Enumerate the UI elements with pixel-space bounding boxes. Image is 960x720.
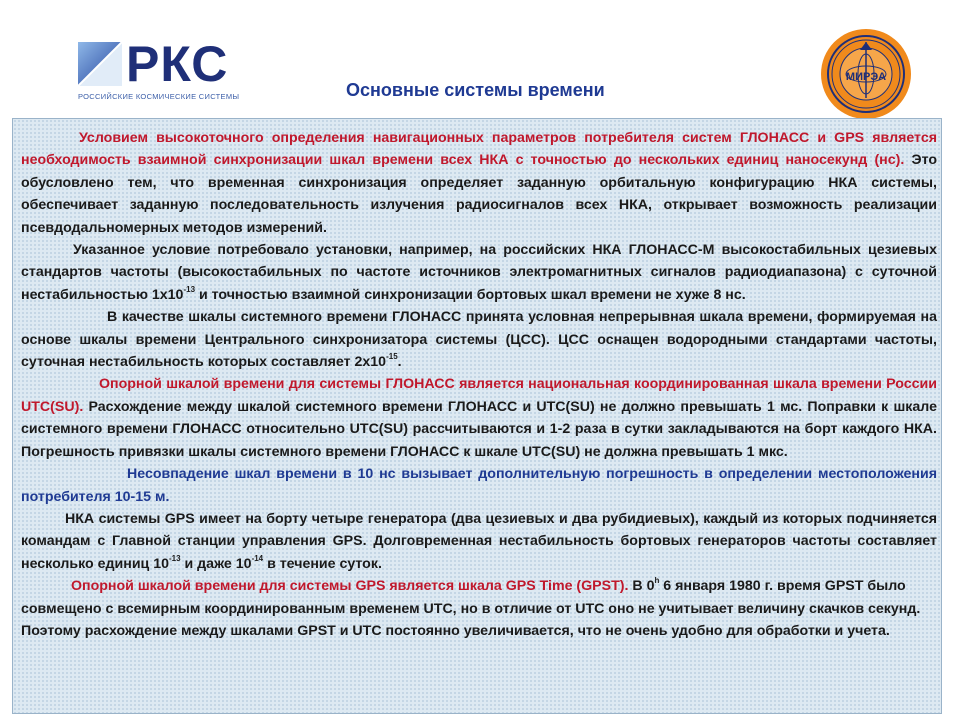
paragraph-1 — [21, 127, 937, 239]
page-title: Основные системы времени — [346, 80, 605, 100]
p2-text-b: и точностью взаимной синхронизации бортовых шкал времени не хуже 8 нс. — [195, 286, 746, 303]
paragraph-3 — [21, 306, 937, 373]
p6-text-a: НКА системы GPS имеет на борту четыре генератора (два цезиевых и два рубидиевых), каждый из которых подчиняется командам с Главной станции управления GPS. Долговременная нестабильность бортовых генераторов частоты составляет несколько единиц 10 — [21, 510, 937, 572]
p1-highlight-red: Условием высокоточного определения навигационных параметров потребителя систем ГЛОНАСС и GPS является необходимость взаимной синхронизации шкал времени всех НКА с точностью до нескольких единиц наносекунд (нс). — [21, 130, 937, 169]
paragraph-4 — [21, 373, 937, 463]
rks-logo — [78, 36, 248, 104]
p7-highlight-red: Опорной шкалой времени для системы GPS является шкала GPS Time (GPST). — [71, 578, 629, 595]
p5-highlight-blue: Несовпадение шкал времени в 10 нс вызывает дополнительную погрешность в определении местоположения потребителя 10-15 м. — [21, 466, 937, 505]
p3-text-b: . — [397, 354, 402, 371]
p6-text-b: и даже 10 — [180, 555, 252, 572]
rks-emblem-icon — [78, 42, 122, 86]
paragraph-2 — [21, 239, 937, 306]
p7-text-b: 6 января 1980 г. время GPST было совмещено с всемирным координированным временем UTC, но в отличие от UTC оно не учитывает величину скачков секунд. Поэтому расхождение между шкалами GPST и UTC постоянно увеличивается, что не очень удобно для обработки и учета. — [21, 578, 921, 639]
p6-exponent-1: -13 — [169, 553, 181, 563]
p3-text-a: В качестве шкалы системного времени ГЛОНАСС принята условная непрерывная шкала времени, формируемая на основе шкалы времени Центрального синхронизатора системы (ЦСС). ЦСС оснащен водородными стандартами частоты, суточная нестабильность которых составляет 2х10 — [21, 309, 937, 371]
p2-text-a: Указанное условие потребовало установки, например, на российских НКА ГЛОНАСС-М высокостабильных цезиевых стандартов частоты (высокостабильных по частоте источников электромагнитных сигналов радиодиапазона) с суточной нестабильностью 1х10 — [21, 242, 937, 303]
p4-text: Расхождение между шкалой системного времени ГЛОНАСС и UTC(SU) не должно превышать 1 мс. Поправки к шкале системного времени ГЛОНАСС относительно UTC(SU) рассчитываются и 1-2 раза в сутки закладываются на борт каждого НКА. Погрешность привязки шкалы системного времени ГЛОНАСС к шкале UTC(SU) не должна превышать 1 мкс. — [21, 398, 937, 460]
p1-text: Это обусловлено тем, что временная синхронизация определяет заданную орбитальную конфигурацию НКА системы, обеспечивает заданную последовательность излучения радиосигналов всех НКА, открывает возможность реализации псевдодальномерных методов измерений. — [21, 152, 937, 236]
content-box — [12, 118, 942, 714]
seal-text: МИРЭА — [845, 71, 887, 83]
p2-exponent: -13 — [183, 285, 196, 295]
p6-text-c: в течение суток. — [263, 555, 382, 572]
paragraph-5 — [21, 463, 937, 508]
rks-logo-letters: РКС — [126, 36, 229, 92]
mirea-seal-icon — [820, 28, 912, 120]
p7-text-a: В 0 — [628, 578, 655, 595]
rks-logo-subtitle: РОССИЙСКИЕ КОСМИЧЕСКИЕ СИСТЕМЫ — [78, 92, 240, 101]
p7-exponent: h — [654, 576, 660, 586]
paragraph-6 — [21, 508, 937, 575]
p4-highlight-red: Опорной шкалой времени для системы ГЛОНАСС является национальная координированная шкала времени России UTC(SU). — [21, 376, 937, 415]
p6-exponent-2: -14 — [251, 553, 264, 563]
paragraph-7 — [21, 575, 937, 642]
p3-exponent: -15 — [386, 352, 398, 362]
